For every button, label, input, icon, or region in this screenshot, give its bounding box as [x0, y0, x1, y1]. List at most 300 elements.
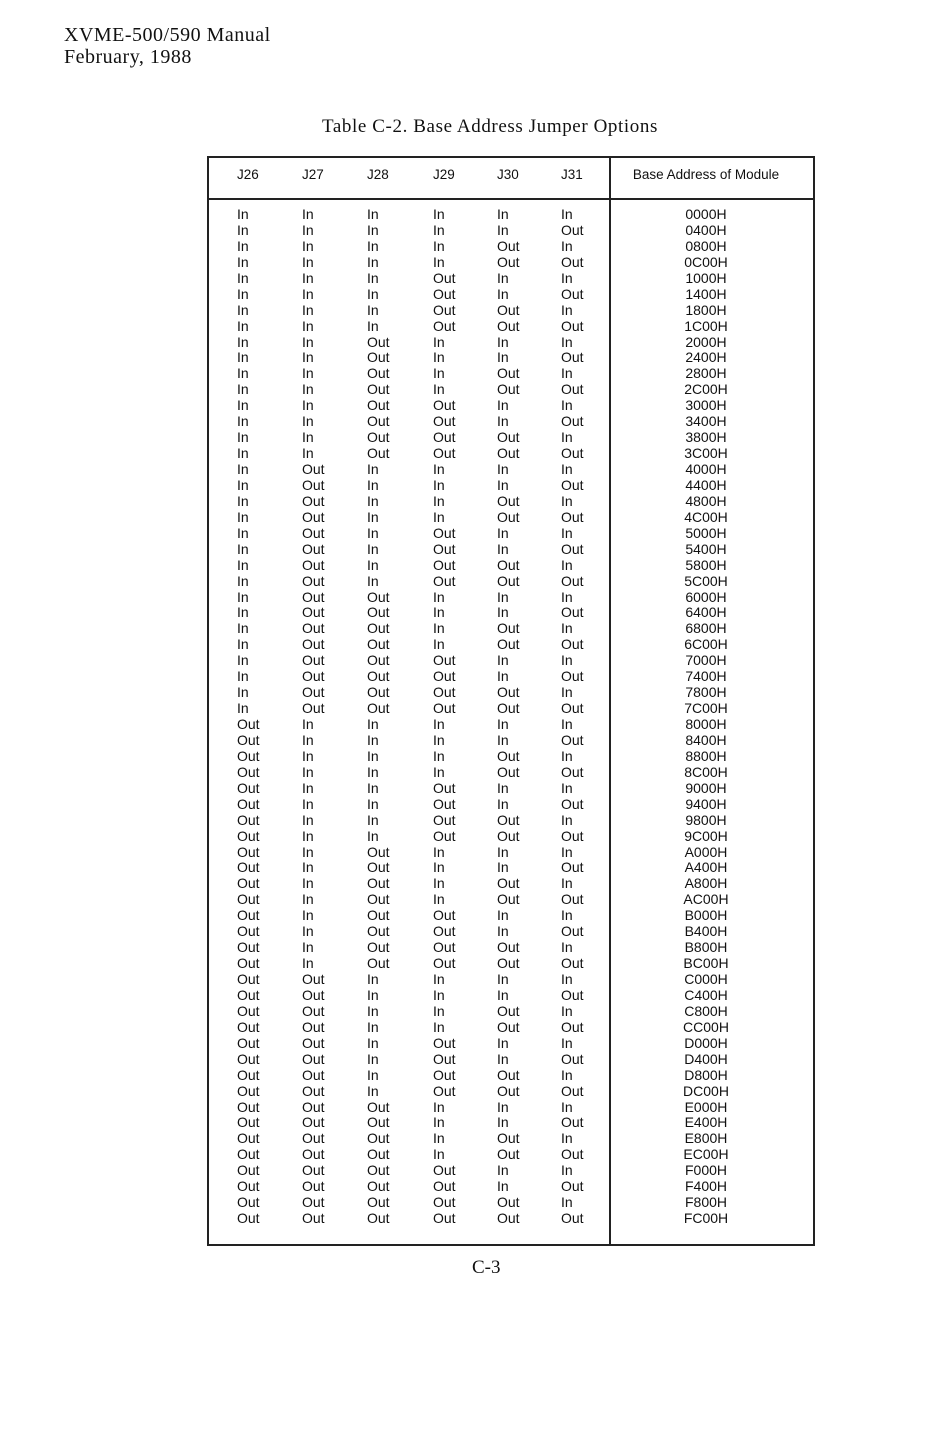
j31-cell: Out [561, 795, 584, 812]
j30-cell: Out [497, 939, 520, 956]
j26-cell: Out [237, 1066, 260, 1083]
table-row [209, 1179, 813, 1195]
j27-cell: In [302, 811, 314, 828]
j27-cell: In [302, 429, 314, 446]
table-row [209, 1084, 813, 1100]
j28-cell: Out [367, 588, 390, 605]
j29-cell: Out [433, 684, 456, 701]
j30-cell: In [497, 731, 509, 748]
table-row [209, 430, 813, 446]
j29-cell: Out [433, 1050, 456, 1067]
j29-cell: Out [433, 429, 456, 446]
table-row [209, 733, 813, 749]
j28-cell: In [367, 795, 379, 812]
j26-cell: In [237, 381, 249, 398]
j29-cell: Out [433, 652, 456, 669]
table-row [209, 940, 813, 956]
header-j30: J30 [497, 167, 519, 182]
j28-cell: In [367, 986, 379, 1003]
table-row [209, 892, 813, 908]
j30-cell: In [497, 269, 509, 286]
j29-cell: Out [433, 827, 456, 844]
base-address-cell: 8800H [685, 747, 727, 764]
table-row [209, 701, 813, 717]
table-row [209, 813, 813, 829]
j28-cell: Out [367, 349, 390, 366]
j31-cell: In [561, 875, 573, 892]
j28-cell: Out [367, 1162, 390, 1179]
j29-cell: Out [433, 955, 456, 972]
j27-cell: In [302, 365, 314, 382]
table-row [209, 462, 813, 478]
base-address-cell: C800H [684, 1002, 728, 1019]
j27-cell: In [302, 301, 314, 318]
table-row [209, 558, 813, 574]
j28-cell: Out [367, 604, 390, 621]
base-address-cell: E000H [684, 1098, 728, 1115]
base-address-cell: F400H [684, 1178, 728, 1195]
table-row [209, 637, 813, 653]
base-address-cell: 4800H [685, 492, 727, 509]
page-number: C-3 [472, 1257, 501, 1278]
base-address-cell: 1C00H [684, 317, 728, 334]
j28-cell: Out [367, 429, 390, 446]
j26-cell: Out [237, 811, 260, 828]
base-address-cell: F800H [684, 1194, 728, 1211]
j31-cell: In [561, 779, 573, 796]
j27-cell: Out [302, 476, 325, 493]
j30-cell: In [497, 476, 509, 493]
base-address-cell: 2800H [685, 365, 727, 382]
table-row [209, 287, 813, 303]
base-address-cell: 9800H [685, 811, 727, 828]
j29-cell: In [433, 875, 445, 892]
j27-cell: In [302, 333, 314, 350]
j29-cell: Out [433, 556, 456, 573]
j31-cell: Out [561, 827, 584, 844]
j26-cell: In [237, 700, 249, 717]
j28-cell: Out [367, 939, 390, 956]
j26-cell: Out [237, 986, 260, 1003]
j29-cell: Out [433, 1162, 456, 1179]
table-row [209, 398, 813, 414]
j26-cell: In [237, 397, 249, 414]
j29-cell: In [433, 588, 445, 605]
j28-cell: Out [367, 1210, 390, 1227]
j29-cell: In [433, 333, 445, 350]
j26-cell: Out [237, 1210, 260, 1227]
table-row [209, 478, 813, 494]
j26-cell: In [237, 556, 249, 573]
j29-cell: Out [433, 907, 456, 924]
j27-cell: In [302, 253, 314, 270]
j29-cell: In [433, 1098, 445, 1115]
base-address-cell: 5000H [685, 524, 727, 541]
table-row [209, 574, 813, 590]
j30-cell: Out [497, 1018, 520, 1035]
table-row [209, 510, 813, 526]
j26-cell: In [237, 253, 249, 270]
j26-cell: In [237, 652, 249, 669]
j31-cell: Out [561, 1178, 584, 1195]
table-row [209, 1004, 813, 1020]
j29-cell: In [433, 747, 445, 764]
j28-cell: In [367, 1082, 379, 1099]
j31-cell: In [561, 492, 573, 509]
j31-cell: Out [561, 572, 584, 589]
base-address-cell: A400H [684, 859, 728, 876]
base-address-cell: 3400H [685, 413, 727, 430]
base-address-cell: EC00H [683, 1146, 729, 1163]
j31-cell: Out [561, 891, 584, 908]
j31-cell: Out [561, 604, 584, 621]
base-address-cell: 7C00H [684, 700, 728, 717]
j29-cell: In [433, 492, 445, 509]
table-row [209, 1068, 813, 1084]
j31-cell: In [561, 333, 573, 350]
j27-cell: Out [302, 620, 325, 637]
table-row [209, 542, 813, 558]
j26-cell: In [237, 429, 249, 446]
j29-cell: Out [433, 397, 456, 414]
j28-cell: Out [367, 652, 390, 669]
j31-cell: Out [561, 955, 584, 972]
base-address-cell: 9000H [685, 779, 727, 796]
j31-cell: In [561, 907, 573, 924]
j26-cell: Out [237, 779, 260, 796]
j29-cell: Out [433, 540, 456, 557]
j31-cell: In [561, 652, 573, 669]
table-row [209, 797, 813, 813]
j30-cell: Out [497, 684, 520, 701]
j31-cell: In [561, 588, 573, 605]
j27-cell: In [302, 381, 314, 398]
j28-cell: Out [367, 636, 390, 653]
j26-cell: In [237, 620, 249, 637]
j30-cell: Out [497, 429, 520, 446]
table-row [209, 988, 813, 1004]
j26-cell: Out [237, 955, 260, 972]
j28-cell: Out [367, 445, 390, 462]
j26-cell: Out [237, 763, 260, 780]
table-row [209, 207, 813, 223]
j27-cell: Out [302, 1162, 325, 1179]
table-row [209, 271, 813, 287]
table-row [209, 255, 813, 271]
j27-cell: In [302, 349, 314, 366]
j31-cell: Out [561, 1210, 584, 1227]
j30-cell: In [497, 1162, 509, 1179]
j27-cell: Out [302, 1146, 325, 1163]
j26-cell: Out [237, 843, 260, 860]
j30-cell: In [497, 461, 509, 477]
j31-cell: Out [561, 923, 584, 940]
base-address-cell: 4000H [685, 461, 727, 477]
j29-cell: Out [433, 1034, 456, 1051]
base-address-cell: 5C00H [684, 572, 728, 589]
j28-cell: Out [367, 684, 390, 701]
j27-cell: Out [302, 1018, 325, 1035]
j28-cell: Out [367, 397, 390, 414]
table-row [209, 924, 813, 940]
j26-cell: Out [237, 1082, 260, 1099]
header-j29: J29 [433, 167, 455, 182]
j27-cell: Out [302, 1034, 325, 1051]
table-body [209, 207, 813, 1227]
j29-cell: Out [433, 1178, 456, 1195]
j30-cell: In [497, 206, 509, 222]
j30-cell: Out [497, 1210, 520, 1227]
header-j26: J26 [237, 167, 259, 182]
table-row [209, 829, 813, 845]
j30-cell: In [497, 795, 509, 812]
table-row [209, 319, 813, 335]
table-row [209, 876, 813, 892]
table-row [209, 845, 813, 861]
j28-cell: In [367, 221, 379, 238]
j31-cell: In [561, 843, 573, 860]
table-row [209, 1100, 813, 1116]
j29-cell: In [433, 843, 445, 860]
j30-cell: In [497, 413, 509, 430]
j28-cell: Out [367, 1098, 390, 1115]
j28-cell: Out [367, 413, 390, 430]
j27-cell: Out [302, 684, 325, 701]
base-address-cell: 8000H [685, 716, 727, 732]
base-address-cell: E800H [684, 1130, 728, 1147]
base-address-cell: AC00H [683, 891, 729, 908]
j27-cell: Out [302, 572, 325, 589]
j26-cell: In [237, 604, 249, 621]
j27-cell: Out [302, 556, 325, 573]
base-address-cell: 4C00H [684, 508, 728, 525]
base-address-cell: 2C00H [684, 381, 728, 398]
j27-cell: Out [302, 540, 325, 557]
j28-cell: In [367, 1050, 379, 1067]
j30-cell: In [497, 540, 509, 557]
j28-cell: Out [367, 1178, 390, 1195]
j31-cell: In [561, 620, 573, 637]
j30-cell: In [497, 923, 509, 940]
j30-cell: Out [497, 556, 520, 573]
table-row [209, 335, 813, 351]
j26-cell: Out [237, 1098, 260, 1115]
j30-cell: In [497, 285, 509, 302]
j26-cell: In [237, 333, 249, 350]
header-j27: J27 [302, 167, 324, 182]
j26-cell: In [237, 476, 249, 493]
j30-cell: In [497, 652, 509, 669]
j31-cell: In [561, 237, 573, 254]
j28-cell: In [367, 540, 379, 557]
j30-cell: In [497, 333, 509, 350]
j31-cell: Out [561, 253, 584, 270]
j26-cell: In [237, 508, 249, 525]
j28-cell: In [367, 1034, 379, 1051]
j30-cell: Out [497, 1082, 520, 1099]
base-address-cell: 1400H [685, 285, 727, 302]
j26-cell: In [237, 221, 249, 238]
base-address-cell: 5400H [685, 540, 727, 557]
table-row [209, 1020, 813, 1036]
j26-cell: In [237, 269, 249, 286]
j26-cell: Out [237, 1114, 260, 1131]
j27-cell: Out [302, 524, 325, 541]
j26-cell: Out [237, 971, 260, 987]
base-address-cell: B000H [684, 907, 728, 924]
j30-cell: Out [497, 620, 520, 637]
table-row [209, 1036, 813, 1052]
j31-cell: In [561, 397, 573, 414]
j27-cell: In [302, 221, 314, 238]
j29-cell: In [433, 253, 445, 270]
j29-cell: In [433, 620, 445, 637]
j29-cell: In [433, 237, 445, 254]
base-address-cell: 0400H [685, 221, 727, 238]
j31-cell: Out [561, 859, 584, 876]
j26-cell: In [237, 524, 249, 541]
base-address-cell: D400H [684, 1050, 728, 1067]
j28-cell: In [367, 237, 379, 254]
base-address-cell: 5800H [685, 556, 727, 573]
table-row [209, 972, 813, 988]
j31-cell: Out [561, 1114, 584, 1131]
table-row [209, 908, 813, 924]
j29-cell: Out [433, 301, 456, 318]
j27-cell: In [302, 716, 314, 732]
j29-cell: Out [433, 700, 456, 717]
base-address-cell: B400H [684, 923, 728, 940]
header-j28: J28 [367, 167, 389, 182]
j28-cell: Out [367, 1146, 390, 1163]
j27-cell: In [302, 923, 314, 940]
j28-cell: Out [367, 700, 390, 717]
base-address-jumper-table [207, 156, 815, 1246]
j27-cell: In [302, 939, 314, 956]
base-address-cell: F000H [684, 1162, 728, 1179]
j26-cell: Out [237, 907, 260, 924]
table-row [209, 414, 813, 430]
table-row [209, 494, 813, 510]
j29-cell: In [433, 731, 445, 748]
j26-cell: In [237, 413, 249, 430]
j29-cell: In [433, 221, 445, 238]
j29-cell: Out [433, 1082, 456, 1099]
j26-cell: Out [237, 1018, 260, 1035]
table-row [209, 605, 813, 621]
j27-cell: In [302, 779, 314, 796]
j30-cell: In [497, 668, 509, 685]
table-title: Table C-2. Base Address Jumper Options [322, 116, 658, 137]
j26-cell: In [237, 285, 249, 302]
j29-cell: In [433, 891, 445, 908]
j28-cell: In [367, 508, 379, 525]
j29-cell: Out [433, 572, 456, 589]
j26-cell: Out [237, 731, 260, 748]
j30-cell: Out [497, 763, 520, 780]
j28-cell: In [367, 716, 379, 732]
j29-cell: In [433, 763, 445, 780]
base-address-cell: A800H [684, 875, 728, 892]
j30-cell: Out [497, 1002, 520, 1019]
j29-cell: In [433, 476, 445, 493]
j30-cell: Out [497, 508, 520, 525]
header-base-address: Base Address of Module [632, 167, 780, 182]
j28-cell: In [367, 461, 379, 477]
j27-cell: In [302, 795, 314, 812]
j29-cell: Out [433, 795, 456, 812]
j28-cell: Out [367, 923, 390, 940]
header-j31: J31 [561, 167, 583, 182]
j27-cell: In [302, 285, 314, 302]
j31-cell: In [561, 971, 573, 987]
j30-cell: In [497, 716, 509, 732]
base-address-cell: 2400H [685, 349, 727, 366]
j26-cell: In [237, 636, 249, 653]
j31-cell: In [561, 365, 573, 382]
base-address-cell: 7000H [685, 652, 727, 669]
j28-cell: Out [367, 843, 390, 860]
j31-cell: In [561, 429, 573, 446]
j30-cell: Out [497, 1194, 520, 1211]
j28-cell: In [367, 317, 379, 334]
j28-cell: In [367, 1002, 379, 1019]
j31-cell: Out [561, 445, 584, 462]
j26-cell: In [237, 572, 249, 589]
table-row [209, 239, 813, 255]
j31-cell: In [561, 556, 573, 573]
j28-cell: In [367, 731, 379, 748]
j26-cell: Out [237, 1002, 260, 1019]
j30-cell: Out [497, 636, 520, 653]
table-row [209, 303, 813, 319]
j29-cell: Out [433, 1194, 456, 1211]
base-address-cell: 6400H [685, 604, 727, 621]
j27-cell: In [302, 413, 314, 430]
j27-cell: In [302, 875, 314, 892]
base-address-cell: 6000H [685, 588, 727, 605]
j30-cell: Out [497, 875, 520, 892]
base-address-cell: CC00H [683, 1018, 729, 1035]
j28-cell: In [367, 763, 379, 780]
table-row [209, 1115, 813, 1131]
j30-cell: In [497, 779, 509, 796]
j26-cell: In [237, 684, 249, 701]
j31-cell: In [561, 524, 573, 541]
j30-cell: Out [497, 237, 520, 254]
j27-cell: Out [302, 1114, 325, 1131]
j28-cell: Out [367, 1114, 390, 1131]
table-row [209, 781, 813, 797]
j29-cell: Out [433, 811, 456, 828]
j26-cell: Out [237, 1050, 260, 1067]
j27-cell: Out [302, 1050, 325, 1067]
j26-cell: Out [237, 1146, 260, 1163]
j28-cell: Out [367, 1194, 390, 1211]
j27-cell: Out [302, 1002, 325, 1019]
j27-cell: Out [302, 636, 325, 653]
j28-cell: In [367, 206, 379, 222]
j27-cell: Out [302, 1130, 325, 1147]
j26-cell: In [237, 492, 249, 509]
j28-cell: Out [367, 333, 390, 350]
j29-cell: In [433, 1130, 445, 1147]
j30-cell: Out [497, 301, 520, 318]
base-address-cell: 3000H [685, 397, 727, 414]
j31-cell: In [561, 269, 573, 286]
j31-cell: In [561, 684, 573, 701]
j27-cell: In [302, 206, 314, 222]
